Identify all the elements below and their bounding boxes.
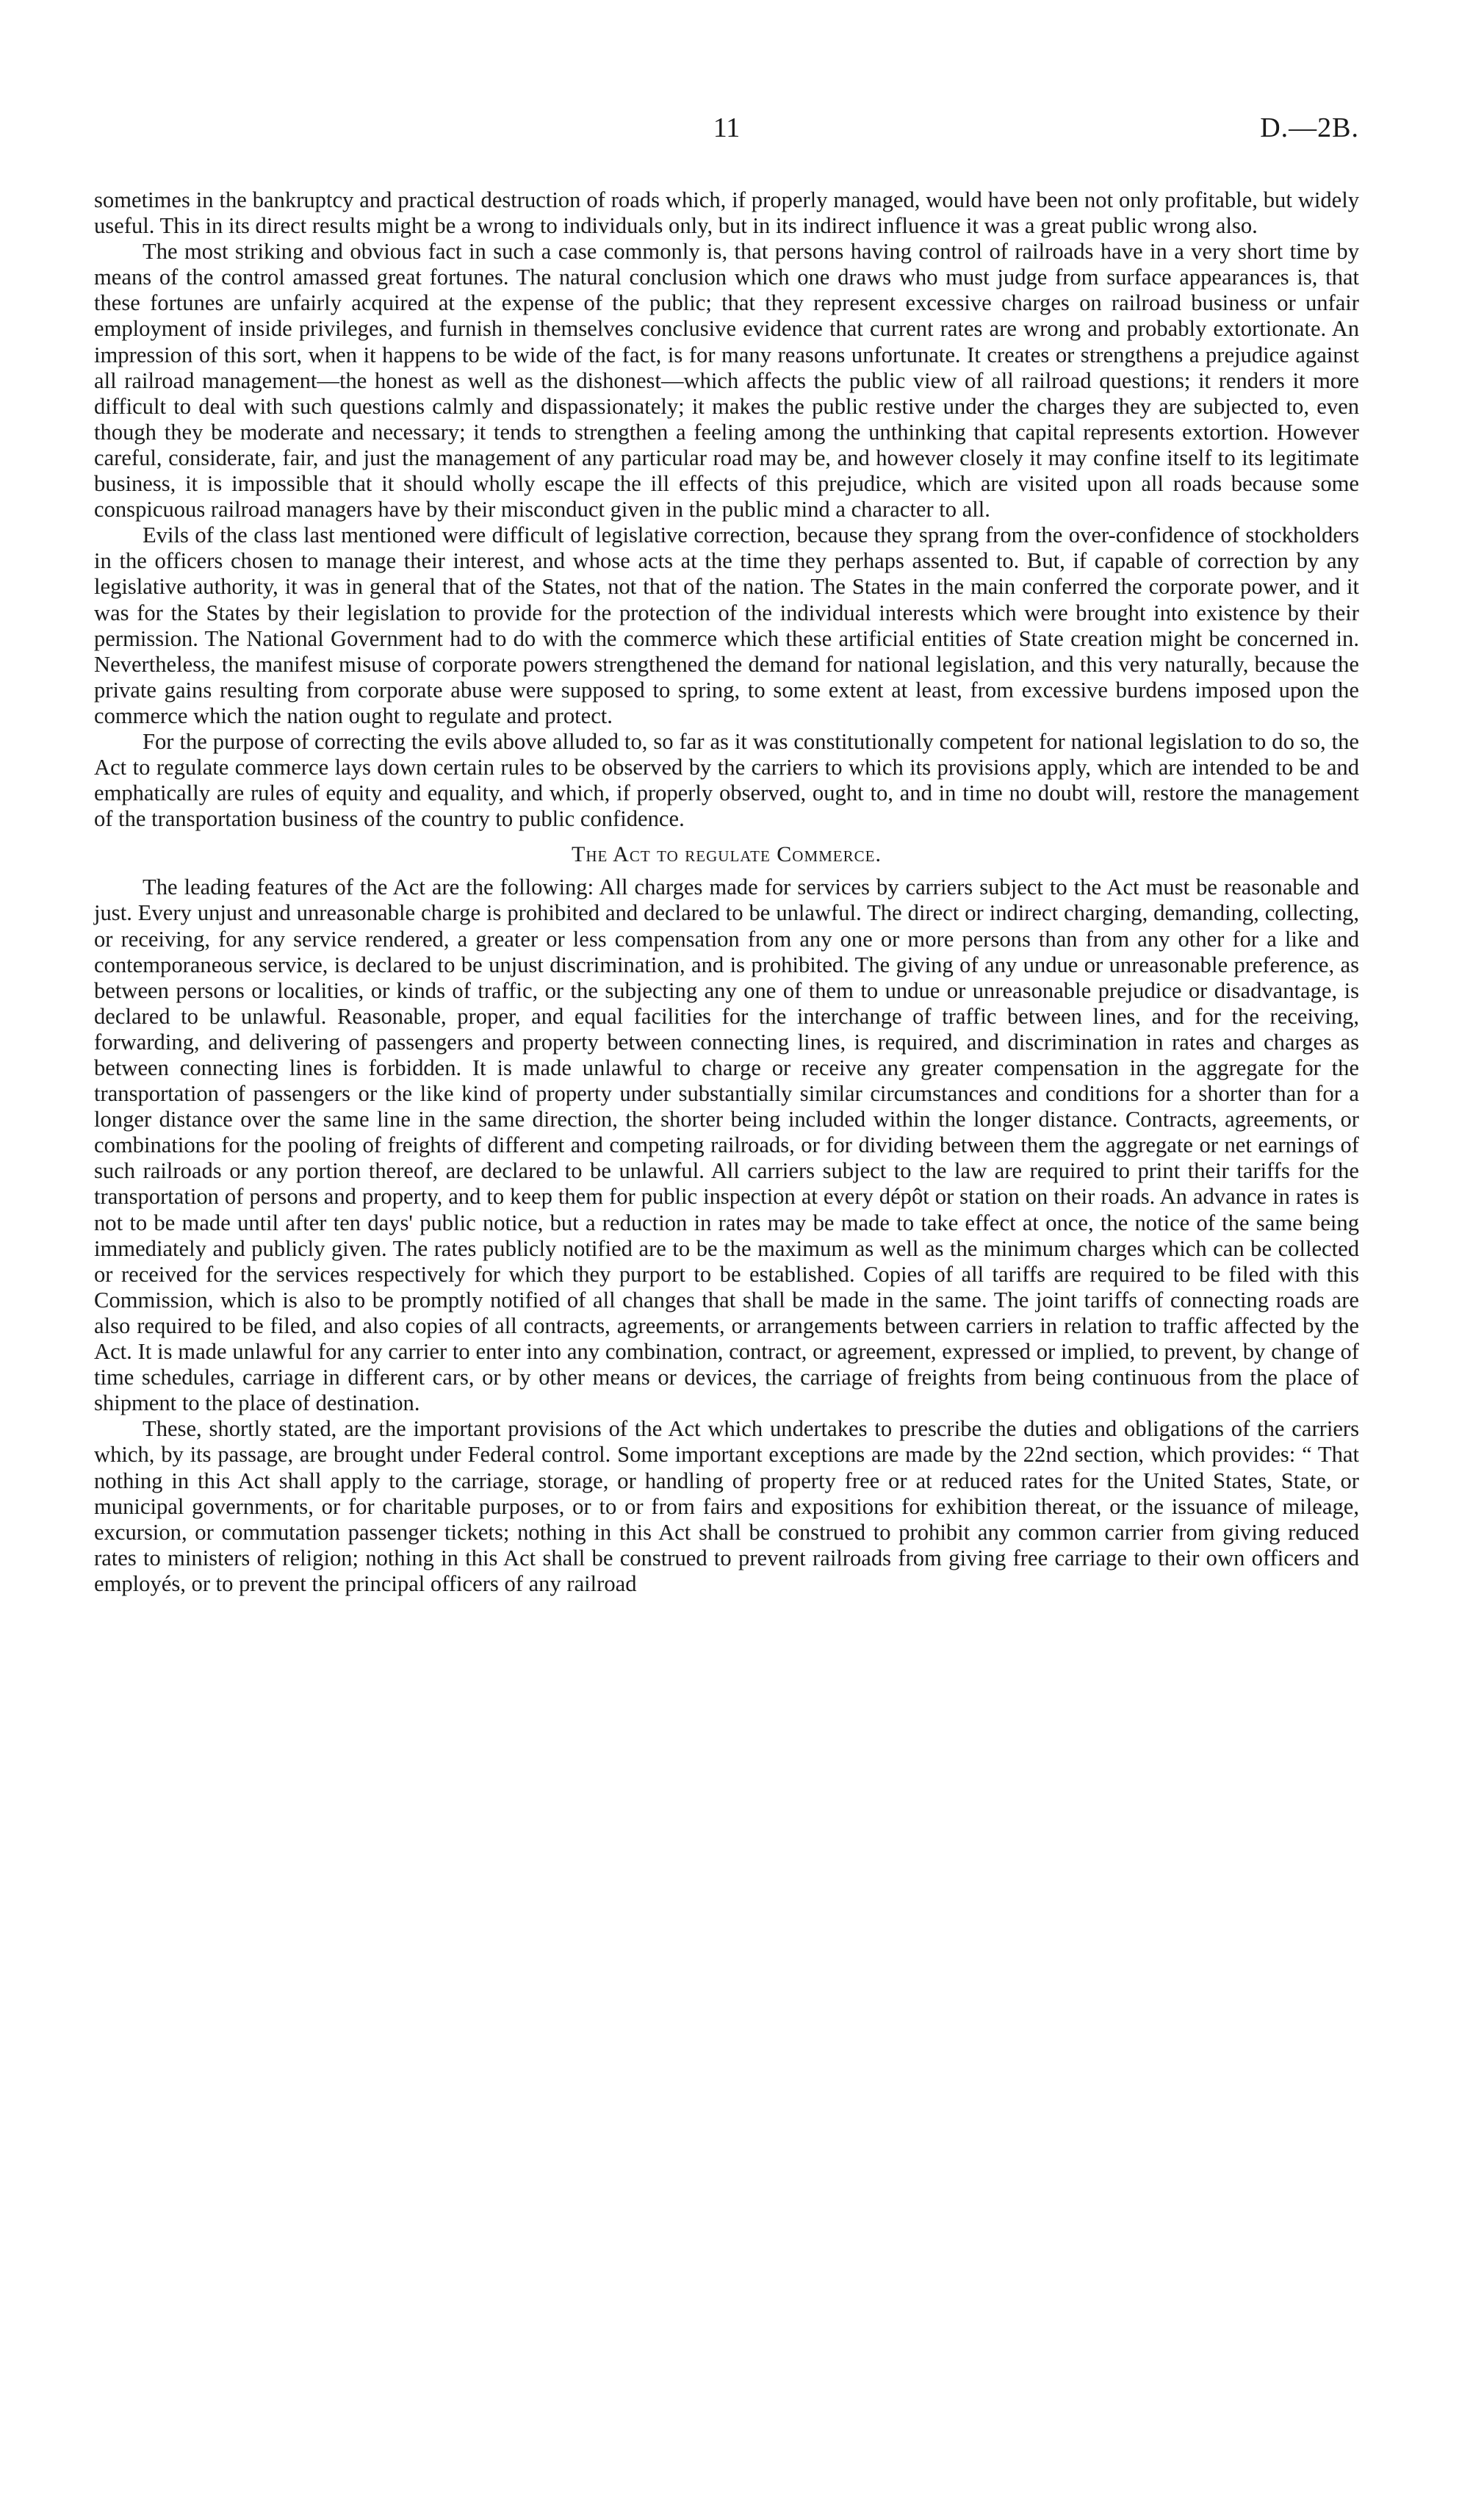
paragraph: These, shortly stated, are the important provisions of the Act which undertakes to prescribe the duties and obligations of the carriers which, by its passage, are brought under Federal control. Some important exceptions are made by the 22nd section, which provides: “ That nothing in this Act shall apply to the carriage, storage, or handling of property free or at reduced rates for the United States, State, or municipal governments, or for charitable purposes, or to or from fairs and expositions for exhibition thereat, or the issuance of mileage, excursion, or commutation passenger tickets; nothing in this Act shall be construed to prohibit any common carrier from giving reduced rates to ministers of religion; nothing in this Act shall be construed to prevent railroads from giving free carriage to their own officers and employés, or to prevent the principal officers of any railroad <box>94 1416 1359 1596</box>
body-text <box>94 187 1359 1597</box>
paragraph: The leading features of the Act are the following: All charges made for services by carriers subject to the Act must be reasonable and just. Every unjust and unreasonable charge is prohibited and declared to be unlawful. The direct or indirect charging, demanding, collecting, or receiving, for any service rendered, a greater or less compensation from any one or more persons than from any other for a like and contemporaneous service, is declared to be unjust discrimination, and is prohibited. The giving of any undue or unreasonable preference, as between persons or localities, or kinds of traffic, or the subjecting any one of them to undue or unreasonable prejudice or disadvantage, is declared to be unlawful. Reasonable, proper, and equal facilities for the interchange of traffic between lines, and for the receiving, forwarding, and delivering of passengers and property between connecting lines, is required, and discrimination in rates and charges as between connecting lines is forbidden. It is made unlawful to charge or receive any greater compensation in the aggregate for the transportation of passengers or the like kind of property under substantially similar circumstances and conditions for a shorter than for a longer distance over the same line in the same direction, the shorter being included within the longer distance. Contracts, agreements, or combinations for the pooling of freights of different and competing railroads, or for dividing between them the aggregate or net earnings of such railroads or any portion thereof, are declared to be unlawful. All carriers subject to the law are required to print their tariffs for the transportation of persons and property, and to keep them for public inspection at every dépôt or station on their roads. An advance in rates is not to be made until after ten days' public notice, but a reduction in rates may be made to take effect at once, the notice of the same being immediately and publicly given. The rates publicly notified are to be the maximum as well as the minimum charges which can be collected or received for the services respectively for which they purport to be established. Copies of all tariffs are required to be filed with this Commission, which is also to be promptly notified of all changes that shall be made in the same. The joint tariffs of connecting roads are also required to be filed, and also copies of all contracts, agreements, or arrangements between carriers in relation to traffic affected by the Act. It is made unlawful for any carrier to enter into any combination, contract, or agreement, expressed or implied, to prevent, by change of time schedules, carriage in different cars, or by other means or devices, the carriage of freights from being continuous from the place of shipment to the place of destination. <box>94 875 1359 1416</box>
page-number: 11 <box>713 112 741 143</box>
document-reference: D.—2B. <box>1260 112 1359 143</box>
paragraph: The most striking and obvious fact in such a case commonly is, that persons having control of railroads have in a very short time by means of the control amassed great fortunes. The natural conclusion which one draws who must judge from surface appearances is, that these fortunes are unfairly acquired at the expense of the public; that they represent excessive charges on railroad business or unfair employment of inside privileges, and furnish in themselves conclusive evidence that current rates are wrong and probably extortionate. An impression of this sort, when it happens to be wide of the fact, is for many reasons unfortunate. It creates or strengthens a prejudice against all railroad management—the honest as well as the dishonest—which affects the public view of all railroad questions; it renders it more difficult to deal with such questions calmly and dispassionately; it makes the public restive under the charges they are subjected to, even though they be moderate and necessary; it tends to strengthen a feeling among the unthinking that capital represents extortion. However careful, considerate, fair, and just the management of any particular road may be, and however closely it may confine itself to its legitimate business, it is impossible that it should wholly escape the ill effects of this prejudice, which are visited upon all roads because some conspicuous railroad managers have by their misconduct given in the public mind a character to all. <box>94 239 1359 523</box>
section-heading: The Act to regulate Commerce. <box>572 842 882 867</box>
page-header <box>94 112 1359 156</box>
paragraph: sometimes in the bankruptcy and practical destruction of roads which, if properly managed, would have been not only profitable, but widely useful. This in its direct results might be a wrong to individuals only, but in its indirect influence it was a great public wrong also. <box>94 187 1359 239</box>
paragraph: Evils of the class last mentioned were difficult of legislative correction, because they sprang from the over-confidence of stockholders in the officers chosen to manage their interest, and whose acts at the time they perhaps assented to. But, if capable of correction by any legislative authority, it was in general that of the States, not that of the nation. The States in the main conferred the corporate power, and it was for the States by their legislation to provide for the protection of the individual interests which were brought into existence by their permission. The National Government had to do with the commerce which these artificial entities of State creation might be concerned in. Nevertheless, the manifest misuse of corporate powers strengthened the demand for national legislation, and this very naturally, because the private gains resulting from corporate abuse were supposed to spring, to some extent at least, from excessive burdens imposed upon the commerce which the nation ought to regulate and protect. <box>94 523 1359 728</box>
paragraph: For the purpose of correcting the evils above alluded to, so far as it was constitutionally competent for national legislation to do so, the Act to regulate commerce lays down certain rules to be observed by the carriers to which its provisions apply, which are intended to be and emphatically are rules of equity and equality, and which, if properly observed, ought to, and in time no doubt will, restore the management of the transportation business of the country to public confidence. <box>94 728 1359 832</box>
